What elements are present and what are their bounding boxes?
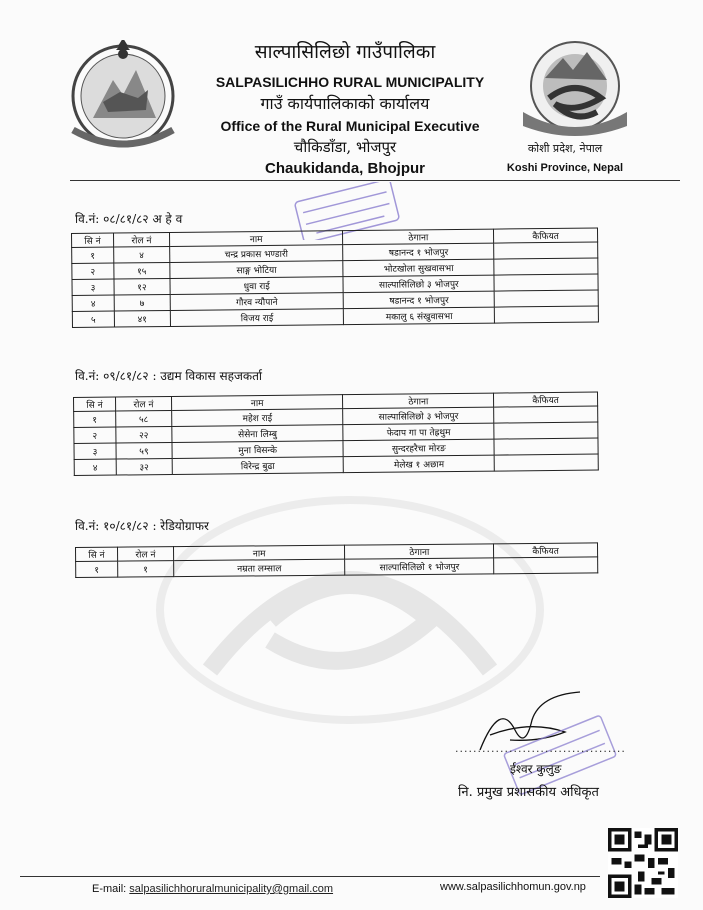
- footer-email: [92, 883, 333, 895]
- email-link[interactable]: salpasilichhoruralmunicipality@gmail.com: [129, 883, 334, 895]
- section-title: वि.नं: ०९/८१/८२ : उद्यम विकास सहजकर्ता: [75, 369, 263, 383]
- municipality-name-nepali: साल्पासिलिछो गाउँपालिका: [254, 41, 436, 63]
- address-english: Chaukidanda, Bhojpur: [264, 160, 425, 177]
- candidate-table: [75, 542, 598, 578]
- website-link[interactable]: www.salpasilichhomun.gov.np: [440, 881, 586, 893]
- signatory-title: नि. प्रमुख प्रशासकीय अधिकृत: [458, 785, 599, 800]
- col-roll: रोल नं: [117, 547, 173, 561]
- nepal-emblem-logo: [68, 40, 178, 152]
- col-name: नाम: [169, 231, 343, 247]
- cell-address: मेलेख १ अछाम: [344, 455, 495, 473]
- cell-serial: १: [76, 561, 118, 577]
- cell-roll: ४: [114, 246, 170, 263]
- cell-address: मकालु ६ संखुवासभा: [344, 307, 495, 325]
- qr-code[interactable]: [608, 828, 678, 898]
- cell-serial: ३: [72, 279, 114, 295]
- cell-address: सुन्दरहरैचा मोरङ: [343, 439, 494, 457]
- signature-line: ......................................: [455, 742, 626, 755]
- cell-serial: ५: [72, 311, 114, 327]
- col-address: ठेगाना: [343, 229, 494, 245]
- cell-address: षडानन्द १ भोजपुर: [343, 243, 494, 261]
- cell-name: सेसेना लिम्बु: [172, 425, 344, 443]
- cell-serial: २: [74, 427, 116, 443]
- footer-divider: [20, 876, 600, 877]
- cell-name: नम्रता लम्साल: [173, 559, 345, 576]
- cell-roll: १५: [114, 262, 170, 279]
- cell-roll: ३२: [116, 458, 172, 475]
- cell-remarks: [494, 274, 598, 291]
- cell-remarks: [494, 306, 598, 323]
- candidate-table: [71, 227, 599, 328]
- cell-address: षडानन्द १ भोजपुर: [344, 291, 495, 309]
- col-serial: सि नं: [76, 547, 118, 561]
- cell-serial: १: [74, 411, 116, 427]
- cell-roll: ७: [114, 294, 170, 311]
- section-title: वि.नं: १०/८१/८२ : रेडियोग्राफर: [75, 519, 209, 533]
- cell-remarks: [494, 438, 598, 455]
- cell-name: महेश राई: [171, 409, 343, 427]
- cell-address: साल्पासिलिछो १ भोजपुर: [345, 558, 494, 575]
- address-nepali: चौकिडाँडा, भोजपुर: [293, 138, 397, 156]
- cell-name: गौरव न्यौपाने: [170, 293, 344, 311]
- cell-serial: ४: [72, 295, 114, 311]
- cell-remarks: [494, 454, 598, 471]
- cell-name: चन्द्र प्रकास भण्डारी: [169, 245, 343, 263]
- cell-address: फेदाप गा पा तेह्रथुम: [343, 423, 494, 441]
- cell-remarks: [494, 290, 598, 307]
- email-label: E-mail:: [92, 883, 127, 895]
- province-english: Koshi Province, Nepal: [506, 162, 624, 174]
- cell-remarks: [494, 422, 598, 439]
- cell-name: साङ्ग भोटिया: [170, 261, 344, 279]
- cell-remarks: [494, 258, 598, 275]
- cell-name: मुना विसन्के: [172, 441, 344, 459]
- cell-serial: ३: [74, 443, 116, 459]
- col-roll: रोल नं: [115, 396, 171, 411]
- office-name-english: Office of the Rural Municipal Executive: [220, 118, 480, 134]
- cell-serial: १: [72, 247, 114, 263]
- candidate-table: [73, 392, 599, 476]
- col-name: नाम: [173, 545, 345, 560]
- cell-roll: ५९: [116, 442, 172, 459]
- cell-roll: १: [118, 561, 174, 577]
- province-nepali: कोशी प्रदेश, नेपाल: [527, 142, 603, 155]
- cell-remarks: [494, 406, 598, 423]
- col-serial: सि नं: [72, 233, 114, 247]
- col-remarks: कैफियत: [494, 228, 598, 243]
- municipality-name-english: SALPASILICHHO RURAL MUNICIPALITY: [215, 74, 485, 90]
- col-remarks: कैफियत: [494, 392, 598, 407]
- cell-address: भोटखोला सुखवासभा: [343, 259, 494, 277]
- col-address: ठेगाना: [343, 393, 494, 409]
- cell-remarks: [494, 557, 598, 574]
- col-name: नाम: [171, 395, 343, 411]
- section-title: वि.नं: ०८/८१/८२ अ हे व: [75, 212, 183, 226]
- cell-roll: ५८: [116, 410, 172, 427]
- cell-address: साल्पासिलिछो ३ भोजपुर: [343, 275, 494, 293]
- cell-address: साल्पासिलिछो ३ भोजपुर: [343, 407, 494, 425]
- signatory-name: ईश्वर कुलुङ: [510, 762, 562, 776]
- col-remarks: कैफियत: [494, 543, 598, 558]
- office-name-nepali: गाउँ कार्यपालिकाको कार्यालय: [260, 94, 430, 113]
- cell-name: धुवा राई: [170, 277, 344, 295]
- cell-serial: २: [72, 263, 114, 279]
- cell-name: विजय राई: [170, 309, 344, 327]
- header-divider: [70, 180, 680, 181]
- cell-remarks: [494, 242, 598, 259]
- municipality-logo: [515, 38, 635, 136]
- cell-roll: २२: [116, 426, 172, 443]
- cell-serial: ४: [74, 459, 116, 475]
- cell-name: विरेन्द्र बुढा: [172, 457, 344, 475]
- cell-roll: १२: [114, 278, 170, 295]
- col-roll: रोल नं: [113, 232, 169, 247]
- col-address: ठेगाना: [345, 544, 494, 559]
- col-serial: सि नं: [74, 397, 116, 411]
- cell-roll: ४१: [114, 310, 170, 327]
